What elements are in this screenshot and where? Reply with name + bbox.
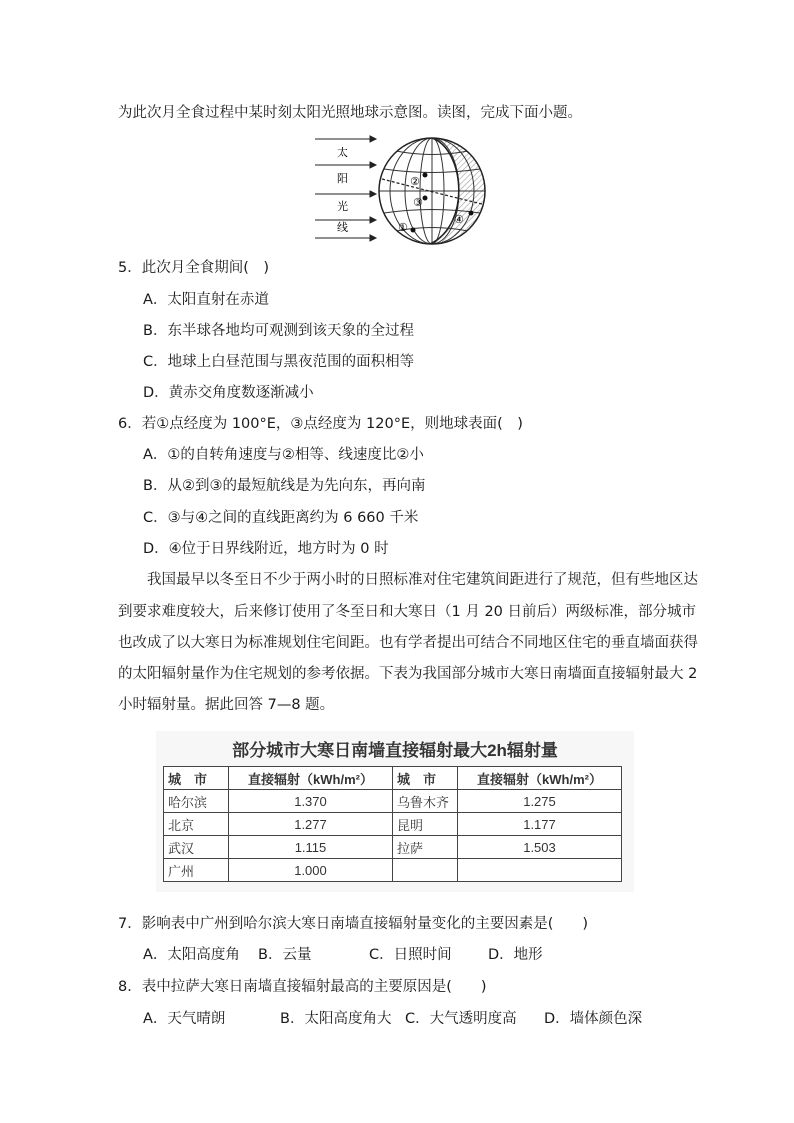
q6-option-c[interactable]: C．③与④之间的直线距离约为 6 660 千米	[143, 510, 419, 526]
passage-line-3: 也改成了以大寒日为标准规划住宅间距。也有学者提出可结合不同地区住宅的垂直墙面获得	[118, 635, 698, 651]
table-row	[164, 790, 622, 813]
point-2-label: ②	[410, 175, 420, 188]
q5-option-b[interactable]: B．东半球各地均可观测到该天象的全过程	[143, 323, 414, 339]
q8-option-b[interactable]: B．太阳高度角大	[280, 1011, 392, 1027]
passage-line-4: 的太阳辐射量作为住宅规划的参考依据。下表为我国部分城市大寒日南墙面直接辐射最大 2	[118, 666, 698, 682]
passage-line-2: 到要求难度较大，后来修订使用了冬至日和大寒日（1 月 20 日前后）两级标准，部分城市	[118, 604, 696, 620]
q7-option-c[interactable]: C．日照时间	[369, 947, 452, 963]
cell-city: 武汉	[164, 836, 229, 859]
cell-city	[393, 859, 458, 882]
radiation-table-figure	[156, 731, 634, 892]
q7-option-a[interactable]: A．太阳高度角	[143, 947, 240, 963]
q5-option-a[interactable]: A．太阳直射在赤道	[143, 292, 269, 308]
cell-value: 1.277	[229, 813, 393, 836]
cell-city: 哈尔滨	[164, 790, 229, 813]
q6-option-a[interactable]: A．①的自转角速度与②相等、线速度比②小	[143, 447, 424, 463]
cell-city: 广州	[164, 859, 229, 882]
q5-option-d[interactable]: D．黄赤交角度数逐渐减小	[143, 385, 314, 401]
cell-city: 北京	[164, 813, 229, 836]
cell-value: 1.370	[229, 790, 393, 813]
q6-option-b[interactable]: B．从②到③的最短航线是为先向东，再向南	[143, 478, 426, 494]
q5-option-c[interactable]: C．地球上白昼范围与黑夜范围的面积相等	[143, 354, 415, 370]
table-title: 部分城市大寒日南墙直接辐射最大2h辐射量	[232, 741, 558, 760]
earth-sunlight-figure	[312, 134, 492, 246]
q8-option-a[interactable]: A．天气晴朗	[143, 1011, 226, 1027]
q6-stem: 6．若①点经度为 100°E，③点经度为 120°E，则地球表面( )	[118, 416, 523, 432]
cell-value	[458, 859, 622, 882]
table-row	[164, 836, 622, 859]
cell-city: 拉萨	[393, 836, 458, 859]
cell-value: 1.503	[458, 836, 622, 859]
cell-value: 1.115	[229, 836, 393, 859]
point-3-label: ③	[413, 196, 423, 209]
cell-city: 昆明	[393, 813, 458, 836]
sun-label-3: 光	[337, 200, 348, 213]
point-4-label: ④	[454, 213, 464, 226]
cell-value: 1.275	[458, 790, 622, 813]
passage-line-5: 小时辐射量。据此回答 7—8 题。	[118, 697, 335, 713]
point-2-marker	[423, 173, 428, 178]
point-4-marker	[469, 211, 474, 216]
point-1-marker	[411, 228, 416, 233]
cell-value: 1.177	[458, 813, 622, 836]
cell-city: 乌鲁木齐	[393, 790, 458, 813]
table-row	[164, 859, 622, 882]
q7-option-d[interactable]: D．地形	[488, 947, 543, 963]
table-row	[164, 813, 622, 836]
point-3-marker	[423, 196, 428, 201]
point-1-label: ①	[398, 221, 408, 234]
radiation-table	[163, 766, 622, 882]
header-radiation-2: 直接辐射（kWh/m²）	[458, 767, 622, 790]
q7-stem: 7．影响表中广州到哈尔滨大寒日南墙直接辐射量变化的主要因素是( )	[118, 916, 589, 932]
q8-option-c[interactable]: C．大气透明度高	[405, 1011, 517, 1027]
q6-option-d[interactable]: D．④位于日界线附近，地方时为 0 时	[143, 541, 389, 557]
sun-label-1: 太	[337, 146, 348, 159]
header-radiation-1: 直接辐射（kWh/m²）	[229, 767, 393, 790]
header-city-2: 城 市	[393, 767, 458, 790]
header-city-1: 城 市	[164, 767, 229, 790]
q5-stem: 5．此次月全食期间( )	[118, 260, 270, 276]
sun-label-4: 线	[337, 221, 348, 234]
q8-option-d[interactable]: D．墙体颜色深	[544, 1011, 643, 1027]
sun-label-2: 阳	[337, 172, 348, 185]
passage-line-1: 我国最早以冬至日不少于两小时的日照标准对住宅建筑间距进行了规范，但有些地区达	[118, 572, 698, 588]
cell-value: 1.000	[229, 859, 393, 882]
table-header-row	[164, 767, 622, 790]
intro-text: 为此次月全食过程中某时刻太阳光照地球示意图。读图，完成下面小题。	[118, 105, 582, 121]
q8-stem: 8．表中拉萨大寒日南墙直接辐射最高的主要原因是( )	[118, 979, 487, 995]
q7-option-b[interactable]: B．云量	[258, 947, 312, 963]
